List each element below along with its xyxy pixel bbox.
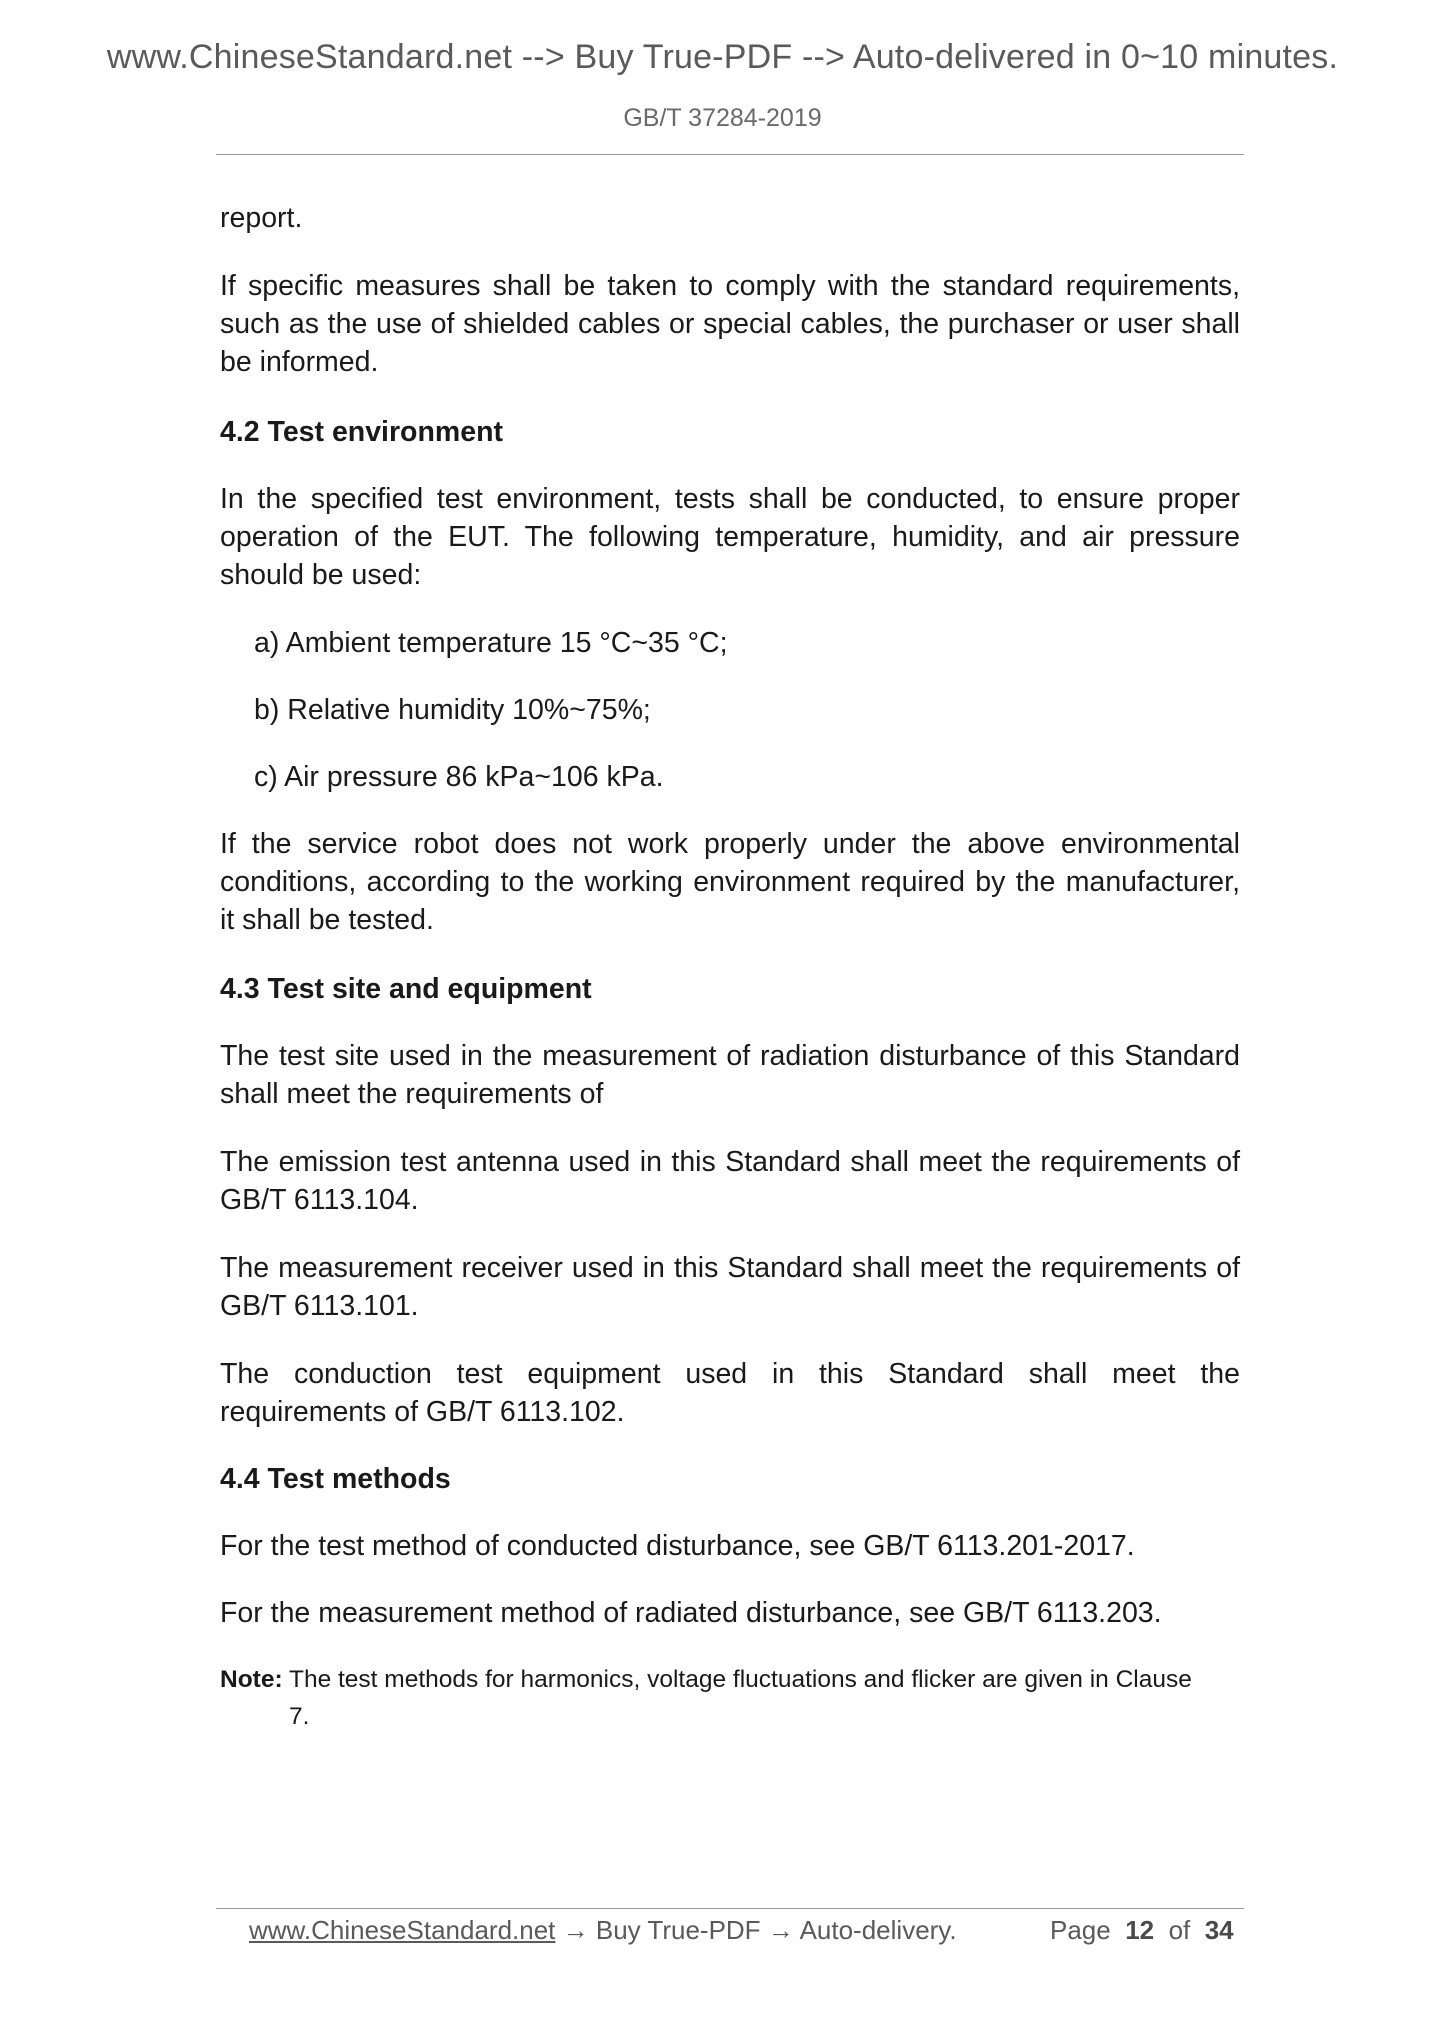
- note-text: The test methods for harmonics, voltage fluctuations and flicker are given in Clause: [282, 1666, 1192, 1693]
- list-item-ambient-temperature: a) Ambient temperature 15 °C~35 °C;: [254, 627, 728, 659]
- note: [220, 1661, 1240, 1735]
- paragraph-service-robot: If the service robot does not work properly under the above environmental conditions, according to the working environment required by the manufacturer, it shall be tested.: [220, 828, 1240, 936]
- paragraph-emission-antenna: The emission test antenna used in this Standard shall meet the requirements of GB/T 6113.104.: [220, 1146, 1240, 1216]
- page-number: 12: [1125, 1915, 1155, 1945]
- footer-website-link[interactable]: www.ChineseStandard.net: [249, 1915, 556, 1945]
- list-item-relative-humidity: b) Relative humidity 10%~75%;: [254, 694, 651, 726]
- list-item-air-pressure: c) Air pressure 86 kPa~106 kPa.: [254, 761, 664, 793]
- paragraph-radiated-disturbance: For the measurement method of radiated disturbance, see GB/T 6113.203.: [220, 1597, 1162, 1629]
- paragraph-specific-measures: If specific measures shall be taken to comply with the standard requirements, such as the use of shielded cables or special cables, the purchaser or user shall be informed.: [220, 270, 1240, 378]
- document-code: GB/T 37284-2019: [623, 104, 822, 132]
- paragraph-report: report.: [220, 202, 303, 234]
- paragraph-measurement-receiver: The measurement receiver used in this Standard shall meet the requirements of GB/T 6113.101.: [220, 1252, 1240, 1322]
- of-label: of: [1168, 1915, 1191, 1945]
- page-label: Page: [1050, 1915, 1111, 1945]
- paragraph-conducted-disturbance: For the test method of conducted disturbance, see GB/T 6113.201-2017.: [220, 1530, 1135, 1562]
- heading-4-4: 4.4 Test methods: [220, 1463, 451, 1495]
- top-banner[interactable]: www.ChineseStandard.net --> Buy True-PDF --> Auto-delivered in 0~10 minutes.: [106, 38, 1339, 76]
- paragraph-test-environment: In the specified test environment, tests shall be conducted, to ensure proper operation of the EUT. The following temperature, humidity, and air pressure should be used:: [220, 483, 1240, 591]
- note-text-continuation: 7.: [289, 1703, 310, 1730]
- heading-4-3: 4.3 Test site and equipment: [220, 973, 592, 1005]
- note-label: Note:: [220, 1666, 283, 1693]
- header-divider: [216, 154, 1244, 155]
- heading-4-2: 4.2 Test environment: [220, 416, 503, 448]
- page-total: 34: [1204, 1915, 1234, 1945]
- page-indicator: [1050, 1912, 1234, 1948]
- paragraph-conduction-equipment: The conduction test equipment used in this Standard shall meet the requirements of GB/T 6113.102.: [220, 1358, 1240, 1428]
- footer-left: [249, 1912, 957, 1948]
- footer-text: → Buy True-PDF → Auto-delivery.: [555, 1915, 957, 1945]
- footer-divider: [216, 1908, 1244, 1909]
- paragraph-test-site: The test site used in the measurement of radiation disturbance of this Standard shall meet the requirements of: [220, 1040, 1240, 1110]
